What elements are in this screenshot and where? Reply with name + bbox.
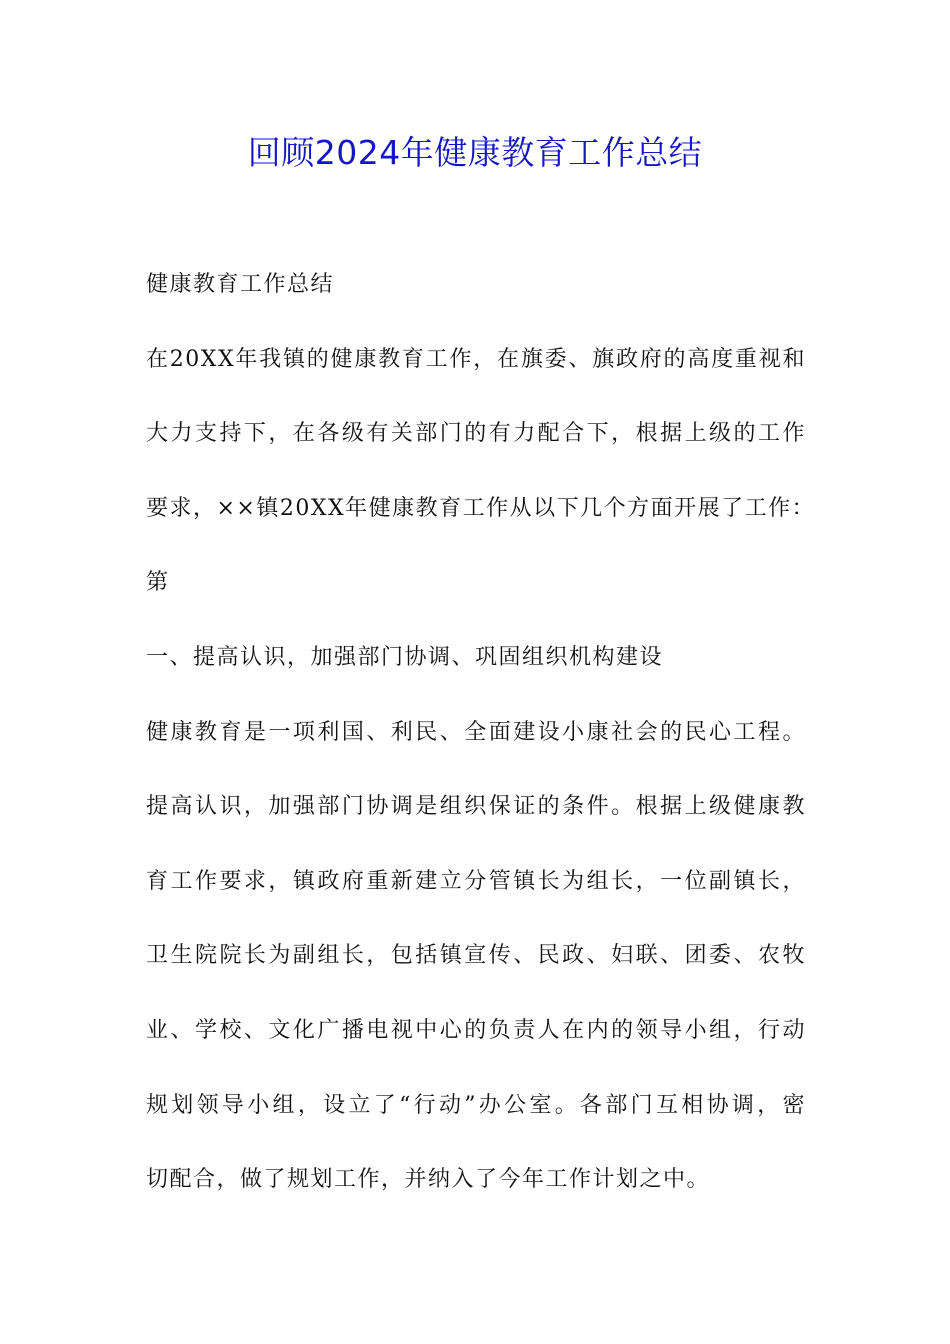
- paragraph-line: 要求，××镇20XX年健康教育工作从以下几个方面开展了工作：: [146, 495, 816, 521]
- paragraph-line: 在20XX年我镇的健康教育工作，在旗委、旗政府的高度重视和: [146, 346, 806, 372]
- paragraph-line: 大力支持下，在各级有关部门的有力配合下，根据上级的工作: [146, 421, 806, 447]
- document-body: [146, 260, 816, 1230]
- paragraph-line: 业、学校、文化广播电视中心的负责人在内的领导小组，行动: [146, 1017, 806, 1043]
- paragraph-line: 第: [146, 570, 170, 596]
- paragraph-line: 规划领导小组，设立了“行动”办公室。各部门互相协调，密: [146, 1092, 806, 1118]
- section-subheading: 一、提高认识，加强部门协调、巩固组织机构建设: [146, 644, 664, 670]
- paragraph-line: 切配合，做了规划工作，并纳入了今年工作计划之中。: [146, 1167, 711, 1193]
- section-heading: 健康教育工作总结: [146, 272, 335, 297]
- paragraph-line: 提高认识，加强部门协调是组织保证的条件。根据上级健康教: [146, 794, 806, 820]
- paragraph-line: 育工作要求，镇政府重新建立分管镇长为组长，一位副镇长，: [146, 868, 806, 894]
- paragraph-line: 卫生院院长为副组长，包括镇宣传、民政、妇联、团委、农牧: [146, 943, 806, 969]
- paragraph-line: 健康教育是一项利国、利民、全面建设小康社会的民心工程。: [146, 719, 806, 745]
- document-title: 回顾2024年健康教育工作总结: [247, 133, 703, 172]
